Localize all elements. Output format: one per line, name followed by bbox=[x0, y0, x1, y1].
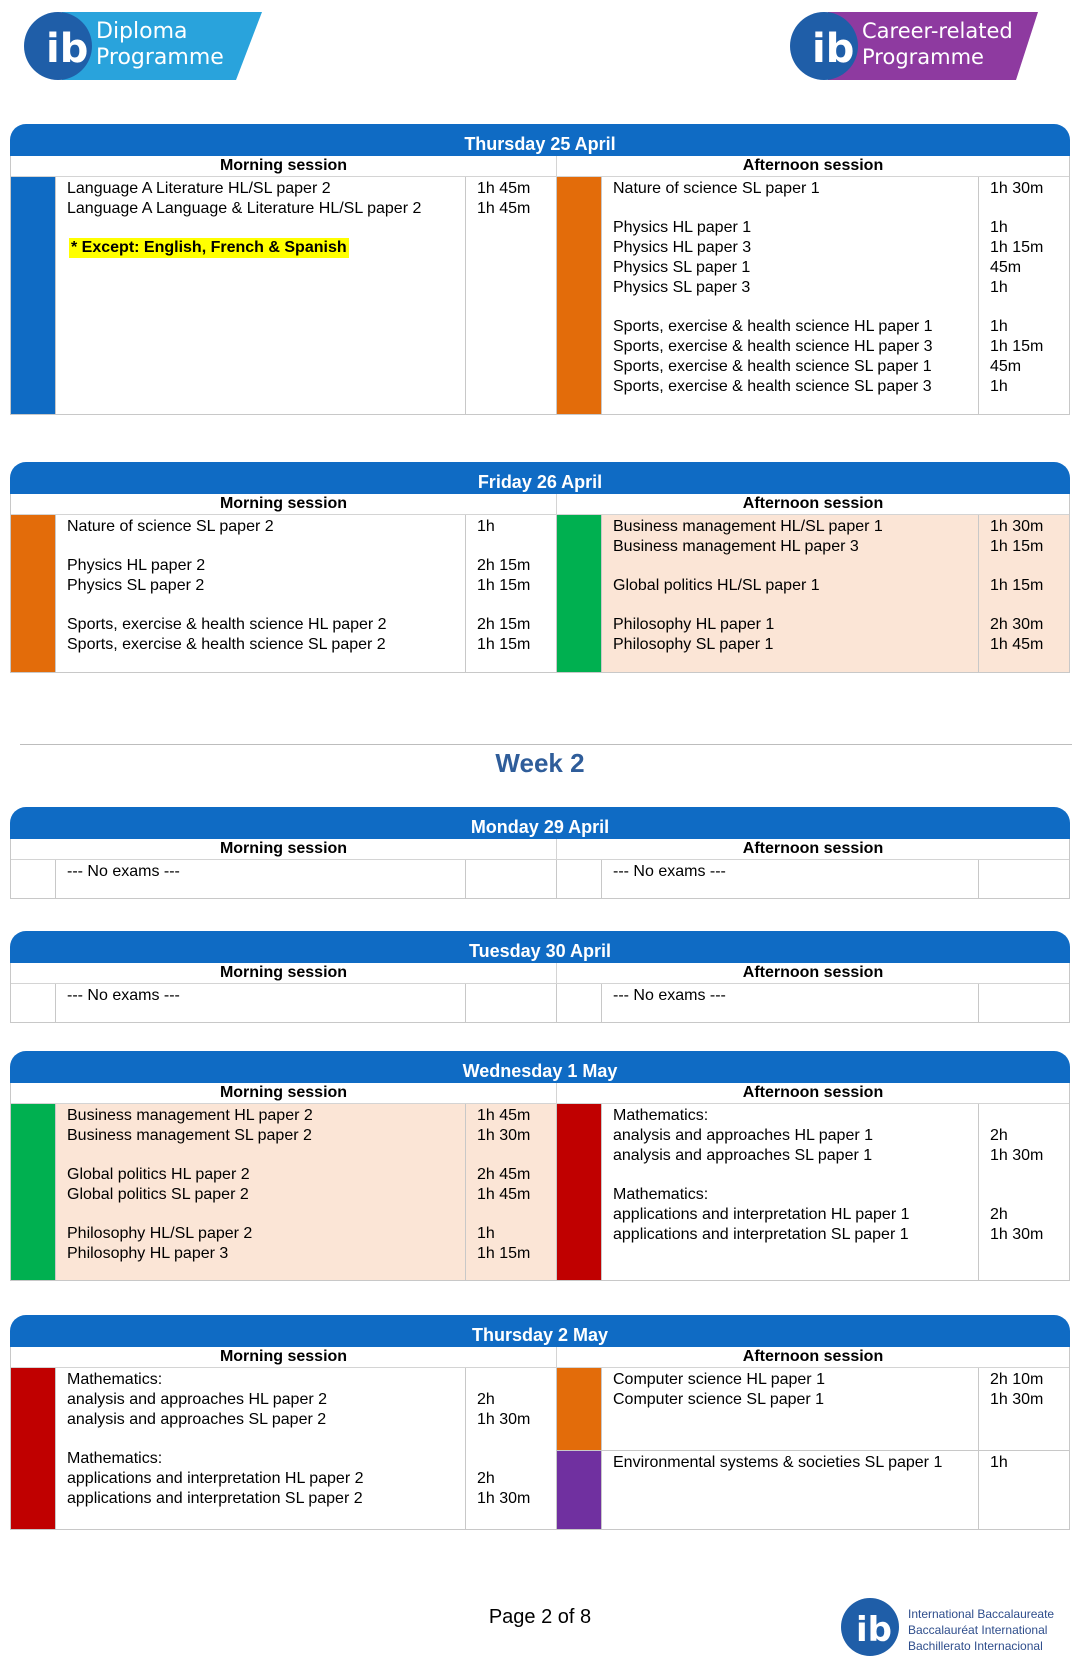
subject-line: --- No exams --- bbox=[67, 863, 180, 880]
morning-session-cell bbox=[11, 1368, 557, 1529]
subject-line: Mathematics: bbox=[613, 1107, 709, 1124]
morning-session-cell bbox=[11, 860, 557, 898]
dp-logo-line1: Diploma bbox=[96, 19, 188, 44]
ib-name-en: International Baccalaureate bbox=[908, 1607, 1055, 1621]
duration: 2h bbox=[990, 1127, 1008, 1144]
subject-line: Philosophy HL paper 1 bbox=[613, 616, 775, 633]
subject-line: analysis and approaches SL paper 1 bbox=[613, 1147, 873, 1164]
subject-line: Physics SL paper 2 bbox=[67, 577, 205, 594]
subject-line: Sports, exercise & health science HL paper 3 bbox=[613, 338, 933, 355]
subject-line: Business management HL paper 3 bbox=[613, 538, 859, 555]
morning-session-cell bbox=[11, 515, 557, 672]
svg-text:ib: ib bbox=[856, 1610, 892, 1650]
morning-session-header: Morning session bbox=[11, 494, 557, 514]
duration bbox=[477, 862, 556, 882]
subject-line: applications and interpretation SL paper 1 bbox=[613, 1226, 909, 1243]
subject-line: Global politics HL/SL paper 1 bbox=[613, 577, 820, 594]
duration: 2h bbox=[477, 1470, 495, 1487]
duration: 1h 15m bbox=[477, 1245, 531, 1262]
subject-line: Mathematics: bbox=[613, 1186, 709, 1203]
afternoon-session-header: Afternoon session bbox=[742, 840, 884, 857]
duration: 1h 45m bbox=[990, 636, 1044, 653]
duration: 2h 15m bbox=[477, 616, 531, 633]
duration: 1h 30m bbox=[477, 1490, 531, 1507]
duration bbox=[990, 986, 1069, 1006]
subject-line: Physics HL paper 2 bbox=[67, 557, 206, 574]
duration: 1h 30m bbox=[990, 180, 1044, 197]
afternoon-session-header: Afternoon session bbox=[742, 495, 884, 512]
subject-line: Computer science HL paper 1 bbox=[613, 1371, 825, 1388]
subject-line: Philosophy SL paper 1 bbox=[613, 636, 774, 653]
career-related-programme-logo bbox=[788, 8, 1038, 84]
subject-line: Business management HL/SL paper 1 bbox=[613, 518, 883, 535]
subject-line: Sports, exercise & health science SL paper 3 bbox=[613, 378, 932, 395]
subject-line: Sports, exercise & health science SL paper 2 bbox=[67, 636, 386, 653]
subject-line: Physics SL paper 1 bbox=[613, 259, 751, 276]
day-title: Wednesday 1 May bbox=[10, 1051, 1070, 1083]
subject-line: Business management SL paper 2 bbox=[67, 1127, 312, 1144]
duration: 1h 30m bbox=[477, 1411, 531, 1428]
duration: 1h bbox=[477, 1225, 495, 1242]
duration: 1h 30m bbox=[990, 518, 1044, 535]
duration bbox=[477, 238, 556, 258]
duration: 1h 30m bbox=[477, 1127, 531, 1144]
day-table-thursday-25-april bbox=[10, 124, 1070, 415]
duration: 1h 45m bbox=[477, 1186, 531, 1203]
duration bbox=[477, 986, 556, 1006]
cp-logo-line2: Programme bbox=[862, 45, 984, 69]
afternoon-session-cell bbox=[557, 177, 1069, 414]
duration: 2h 30m bbox=[990, 616, 1044, 633]
subject-group-color bbox=[557, 860, 602, 898]
ib-name-fr: Baccalauréat International bbox=[908, 1623, 1048, 1637]
subject-line: applications and interpretation SL paper 2 bbox=[67, 1490, 363, 1507]
subject-group-color bbox=[557, 515, 602, 672]
duration: 1h bbox=[990, 318, 1008, 335]
day-table-monday-29-april bbox=[10, 807, 1070, 899]
duration: 1h bbox=[477, 518, 495, 535]
subject-line: Computer science SL paper 1 bbox=[613, 1391, 825, 1408]
subject-line: Mathematics: bbox=[67, 1371, 163, 1388]
day-table-friday-26-april bbox=[10, 462, 1070, 673]
subject-group-color bbox=[11, 515, 56, 672]
week-title: Week 2 bbox=[495, 748, 585, 778]
subject-line: Sports, exercise & health science SL paper 1 bbox=[613, 358, 932, 375]
duration: 1h bbox=[990, 219, 1008, 236]
subject-line: Philosophy HL/SL paper 2 bbox=[67, 1225, 253, 1242]
duration: 1h 30m bbox=[990, 1147, 1044, 1164]
day-title: Tuesday 30 April bbox=[10, 931, 1070, 963]
subject-line: Physics HL paper 1 bbox=[613, 219, 752, 236]
duration: 1h bbox=[990, 1454, 1008, 1471]
day-title: Friday 26 April bbox=[10, 462, 1070, 494]
duration bbox=[990, 1106, 1069, 1126]
duration: 1h 30m bbox=[990, 1226, 1044, 1243]
afternoon-session-header: Afternoon session bbox=[742, 1084, 884, 1101]
afternoon-session-cell bbox=[557, 860, 1069, 898]
morning-session-cell bbox=[11, 1104, 557, 1280]
ib-names bbox=[908, 1606, 1054, 1654]
afternoon-session-header: Afternoon session bbox=[742, 1348, 884, 1365]
afternoon-session-cell bbox=[557, 984, 1069, 1022]
duration: 1h 45m bbox=[477, 200, 531, 217]
subject-line: analysis and approaches SL paper 2 bbox=[67, 1411, 327, 1428]
duration bbox=[990, 1185, 1069, 1205]
duration: 2h 10m bbox=[990, 1371, 1044, 1388]
afternoon-session-header: Afternoon session bbox=[742, 964, 884, 981]
duration: 1h 15m bbox=[990, 577, 1044, 594]
duration: 2h 15m bbox=[477, 557, 531, 574]
subject-group-color bbox=[557, 984, 602, 1022]
subject-line: Physics SL paper 3 bbox=[613, 279, 751, 296]
day-title: Thursday 25 April bbox=[10, 124, 1070, 156]
day-title: Thursday 2 May bbox=[10, 1315, 1070, 1347]
day-table-thursday-2-may bbox=[10, 1315, 1070, 1530]
duration: 1h 15m bbox=[477, 636, 531, 653]
duration: 1h 15m bbox=[990, 239, 1044, 256]
duration bbox=[477, 1449, 556, 1469]
subject-group-color bbox=[557, 1104, 602, 1280]
duration: 1h bbox=[990, 378, 1008, 395]
duration: 1h 15m bbox=[990, 538, 1044, 555]
morning-session-header: Morning session bbox=[11, 963, 557, 983]
duration: 2h bbox=[477, 1391, 495, 1408]
morning-session-header: Morning session bbox=[11, 1347, 557, 1367]
page-number: Page 2 of 8 bbox=[488, 1606, 592, 1628]
morning-session-header: Morning session bbox=[11, 839, 557, 859]
duration: 1h bbox=[990, 279, 1008, 296]
subject-line: --- No exams --- bbox=[613, 863, 726, 880]
subject-line: analysis and approaches HL paper 2 bbox=[67, 1391, 328, 1408]
afternoon-session-cell bbox=[557, 515, 1069, 672]
subject-line: --- No exams --- bbox=[67, 987, 180, 1004]
duration: 45m bbox=[990, 259, 1022, 276]
subject-line: Sports, exercise & health science HL paper 2 bbox=[67, 616, 387, 633]
afternoon-session-cell bbox=[557, 1368, 1069, 1529]
morning-session-header: Morning session bbox=[11, 156, 557, 176]
subject-group-color bbox=[11, 1368, 56, 1529]
subject-group-color bbox=[11, 1104, 56, 1280]
duration: 1h 30m bbox=[990, 1391, 1044, 1408]
exception-note: * Except: English, French & Spanish bbox=[71, 239, 347, 256]
dp-logo-line2: Programme bbox=[96, 45, 224, 70]
subject-group-color bbox=[11, 177, 56, 414]
subject-line: Language A Literature HL/SL paper 2 bbox=[67, 180, 331, 197]
duration: 45m bbox=[990, 358, 1022, 375]
subject-line: applications and interpretation HL paper 1 bbox=[613, 1206, 910, 1223]
morning-session-cell bbox=[11, 177, 557, 414]
subject-line: applications and interpretation HL paper 2 bbox=[67, 1470, 364, 1487]
duration: 1h 45m bbox=[477, 180, 531, 197]
subject-line: Nature of science SL paper 1 bbox=[613, 180, 820, 197]
subject-group-color bbox=[11, 984, 56, 1022]
subject-line: Mathematics: bbox=[67, 1450, 163, 1467]
subject-line: Sports, exercise & health science HL paper 1 bbox=[613, 318, 933, 335]
day-table-tuesday-30-april bbox=[10, 931, 1070, 1023]
duration: 1h 45m bbox=[477, 1107, 531, 1124]
morning-session-header: Morning session bbox=[11, 1083, 557, 1103]
diploma-programme-logo bbox=[22, 8, 262, 84]
day-table-wednesday-1-may bbox=[10, 1051, 1070, 1281]
duration: 1h 15m bbox=[477, 577, 531, 594]
subject-line: Business management HL paper 2 bbox=[67, 1107, 313, 1124]
subject-group-color bbox=[557, 1368, 602, 1450]
ib-mark: ib bbox=[812, 26, 855, 72]
ib-name-es: Bachillerato Internacional bbox=[908, 1639, 1043, 1653]
subject-line: Global politics SL paper 2 bbox=[67, 1186, 249, 1203]
day-title: Monday 29 April bbox=[10, 807, 1070, 839]
subject-group-color bbox=[11, 860, 56, 898]
subject-line: Environmental systems & societies SL paper 1 bbox=[613, 1454, 943, 1471]
afternoon-session-cell bbox=[557, 1104, 1069, 1280]
morning-session-cell bbox=[11, 984, 557, 1022]
subject-group-color bbox=[557, 177, 602, 414]
subject-line: analysis and approaches HL paper 1 bbox=[613, 1127, 874, 1144]
duration bbox=[990, 862, 1069, 882]
duration: 2h 45m bbox=[477, 1166, 531, 1183]
subject-line: Language A Language & Literature HL/SL paper 2 bbox=[67, 200, 422, 217]
duration: 1h 15m bbox=[990, 338, 1044, 355]
afternoon-session-header: Afternoon session bbox=[742, 157, 884, 174]
subject-line: --- No exams --- bbox=[613, 987, 726, 1004]
subject-line: Physics HL paper 3 bbox=[613, 239, 752, 256]
subject-line: Philosophy HL paper 3 bbox=[67, 1245, 229, 1262]
duration bbox=[477, 1370, 556, 1390]
ib-mark: ib bbox=[46, 26, 89, 72]
cp-logo-line1: Career-related bbox=[862, 19, 1013, 43]
subject-line: Nature of science SL paper 2 bbox=[67, 518, 274, 535]
subject-group-color bbox=[557, 1451, 602, 1529]
subject-line: Global politics HL paper 2 bbox=[67, 1166, 250, 1183]
week-divider bbox=[20, 744, 1072, 745]
duration: 2h bbox=[990, 1206, 1008, 1223]
